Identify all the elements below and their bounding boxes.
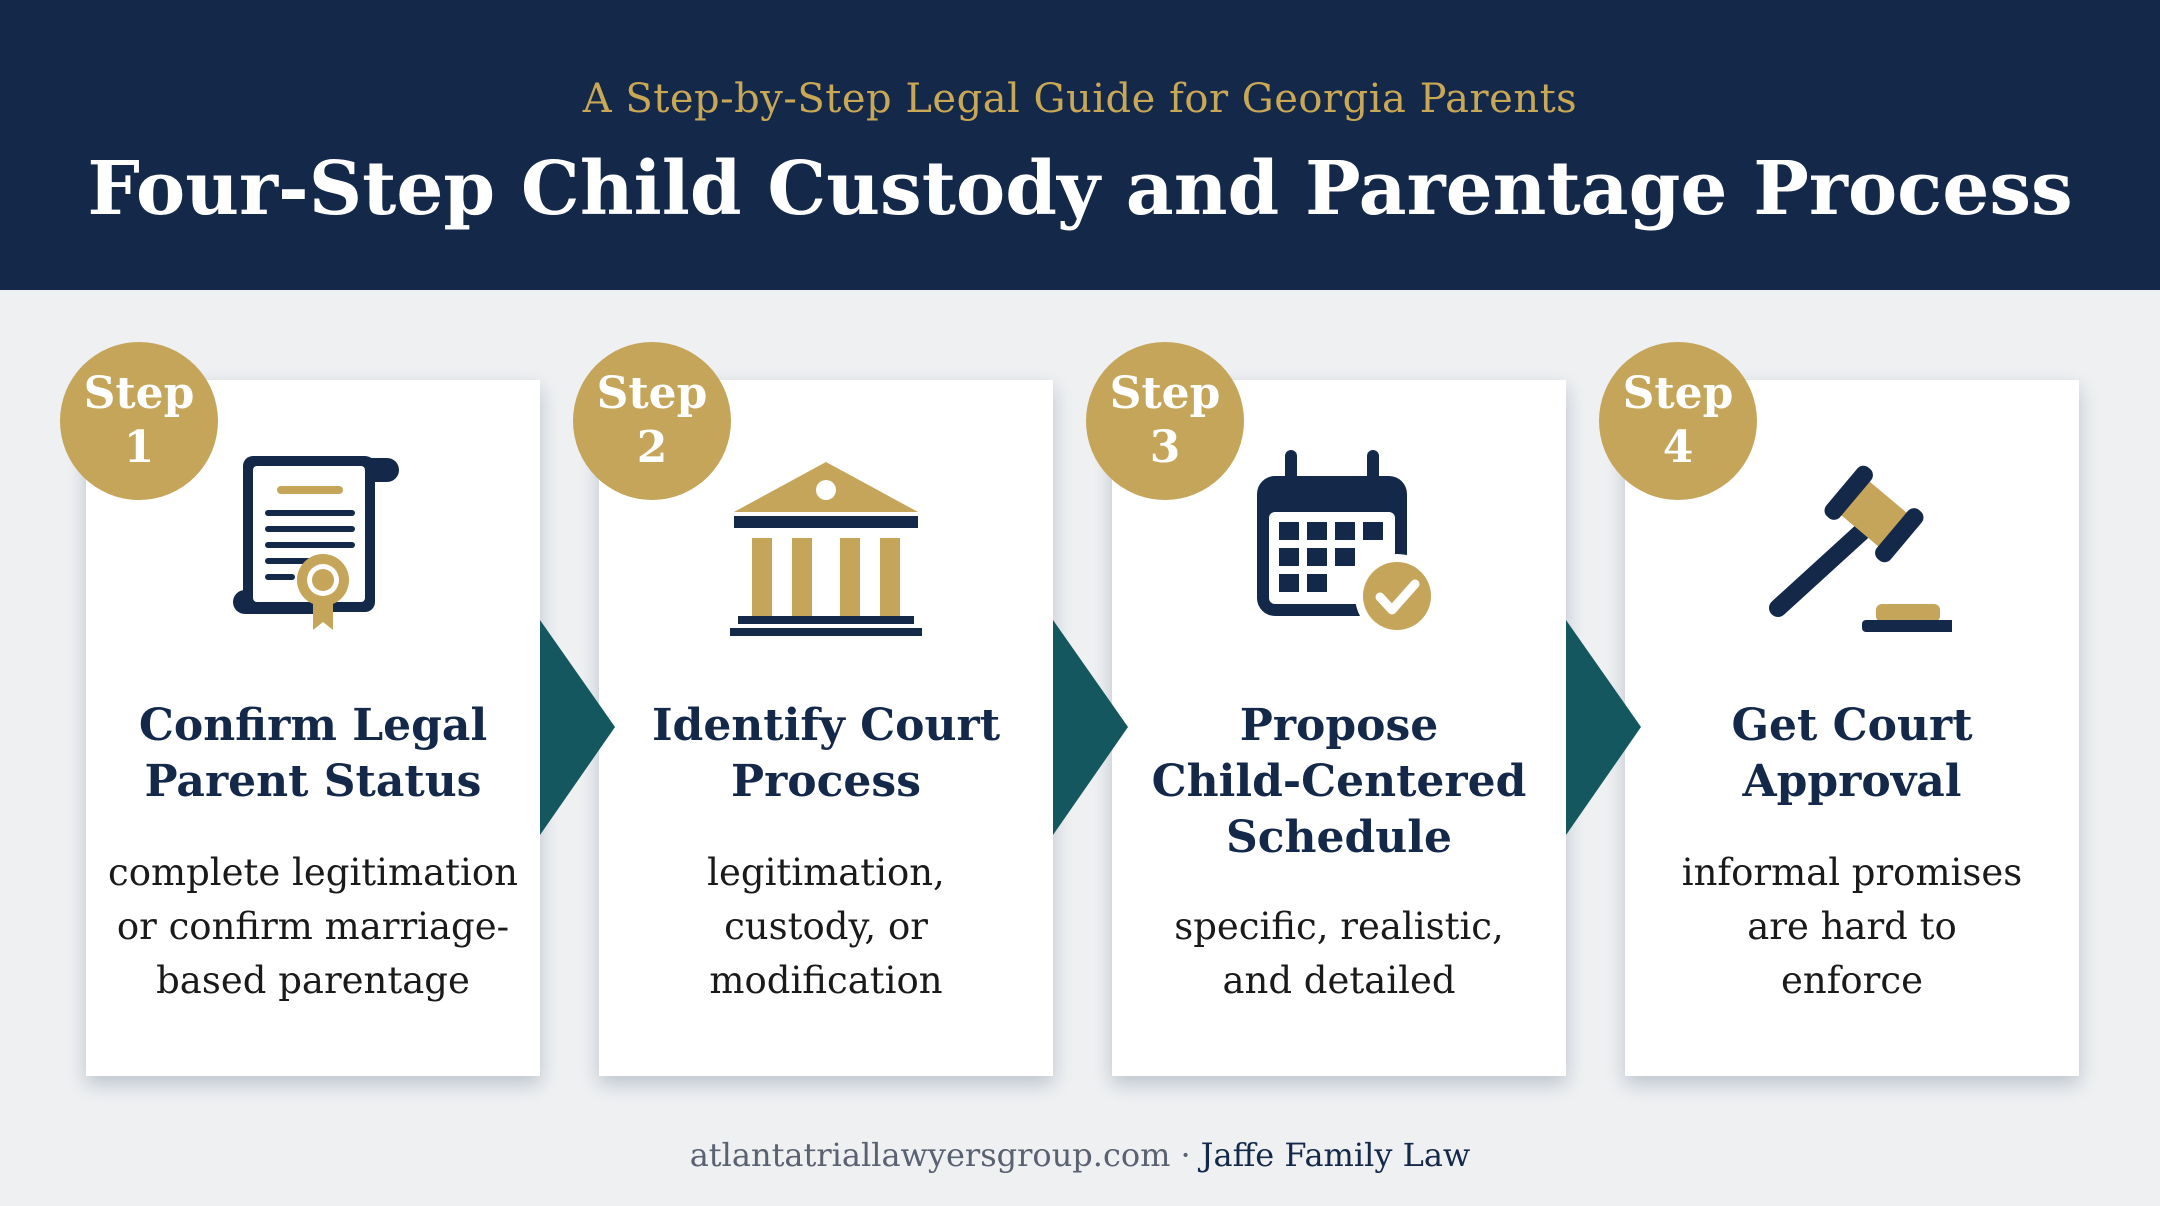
step-4-desc-line: informal promises [1681,851,2023,894]
step-4-title [1640,698,2064,810]
step-2-desc-line: legitimation, [707,851,945,894]
step-4-title-line: Get Court [1731,700,1973,751]
step-2-title-line: Process [731,756,921,807]
step-1-description [101,846,525,1008]
chevron-right-icon [1566,620,1641,835]
footer-website-link[interactable]: atlantatriallawyersgroup.com [689,1136,1171,1174]
step-2-desc-line: modification [709,959,943,1002]
step-3-badge-word: Step [1109,368,1221,419]
step-3-badge [1086,342,1244,500]
step-2-badge-number: 2 [636,422,668,473]
step-3-title [1127,698,1551,866]
step-4-badge-word: Step [1622,368,1734,419]
step-3-title-line: Child-Centered [1151,756,1527,807]
step-2-title [614,698,1038,810]
step-4-desc-line: enforce [1780,959,1923,1002]
step-1-desc-line: complete legitimation [108,851,518,894]
step-3-badge-number: 3 [1149,422,1181,473]
chevron-right-icon [1053,620,1128,835]
page-title: Four-Step Child Custody and Parentage Process [87,146,2073,232]
step-3-title-line: Propose [1239,700,1439,751]
step-4-badge [1599,342,1757,500]
step-2-title-line: Identify Court [651,700,1001,751]
step-3-title-line: Schedule [1225,812,1452,863]
step-2-description [614,846,1038,1008]
step-1-title [101,698,525,810]
step-1-desc-line: based parentage [156,959,470,1002]
courthouse-icon [726,440,926,640]
step-2-desc-line: custody, or [724,905,928,948]
step-1-title-line: Confirm Legal [138,700,488,751]
step-1-badge-number: 1 [123,422,155,473]
step-4-badge-number: 4 [1662,422,1694,473]
subtitle: A Step-by-Step Legal Guide for Georgia Parents [582,76,1578,122]
document-with-seal-icon [213,440,413,640]
step-3-description [1127,900,1551,1008]
step-4-desc-line: are hard to [1747,905,1957,948]
footer-brand: Jaffe Family Law [1200,1136,1471,1174]
footer [0,1136,2160,1174]
step-1-title-line: Parent Status [144,756,482,807]
header-banner [0,0,2160,290]
step-2-badge [573,342,731,500]
gavel-icon [1752,440,1952,640]
step-2-badge-word: Step [596,368,708,419]
footer-separator: · [1180,1136,1191,1174]
step-4-description [1640,846,2064,1008]
step-1-badge [60,342,218,500]
calendar-check-icon [1239,440,1439,640]
chevron-right-icon [540,620,615,835]
step-3-desc-line: and detailed [1222,959,1456,1002]
step-3-desc-line: specific, realistic, [1174,905,1504,948]
step-4-title-line: Approval [1742,756,1962,807]
step-1-badge-word: Step [83,368,195,419]
step-1-desc-line: or confirm marriage- [116,905,510,948]
